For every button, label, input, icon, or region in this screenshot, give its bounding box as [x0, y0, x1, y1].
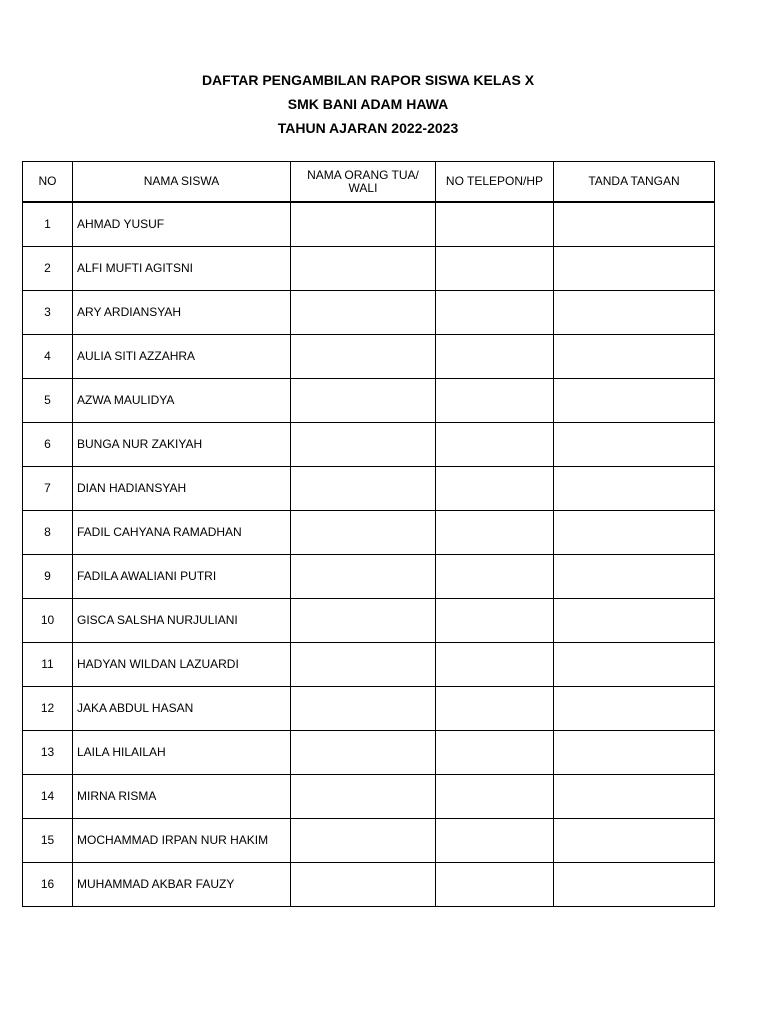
table-row [23, 863, 715, 907]
phone-cell [436, 202, 554, 247]
parent-name-cell [291, 423, 436, 467]
row-number: 5 [23, 379, 73, 423]
student-name: AHMAD YUSUF [73, 202, 291, 247]
parent-name-cell [291, 863, 436, 907]
table-row [23, 819, 715, 863]
header-nama-siswa: NAMA SISWA [73, 162, 291, 203]
row-number: 11 [23, 643, 73, 687]
table-row [23, 467, 715, 511]
parent-name-cell [291, 819, 436, 863]
phone-cell [436, 511, 554, 555]
signature-cell [554, 775, 715, 819]
phone-cell [436, 555, 554, 599]
table-body [23, 202, 715, 907]
parent-name-cell [291, 379, 436, 423]
header-nama-orang-tua: NAMA ORANG TUA/ WALI [291, 162, 436, 203]
table-row [23, 291, 715, 335]
header-no-telepon: NO TELEPON/HP [436, 162, 554, 203]
table-row [23, 775, 715, 819]
table-row [23, 379, 715, 423]
title-line-list: DAFTAR PENGAMBILAN RAPOR SISWA KELAS X [201, 72, 535, 88]
row-number: 13 [23, 731, 73, 775]
signature-cell [554, 202, 715, 247]
phone-cell [436, 863, 554, 907]
table-row [23, 423, 715, 467]
document-title [0, 68, 736, 140]
header-row [23, 162, 715, 203]
row-number: 1 [23, 202, 73, 247]
student-report-table [22, 161, 715, 907]
signature-cell [554, 819, 715, 863]
row-number: 6 [23, 423, 73, 467]
student-name: LAILA HILAILAH [73, 731, 291, 775]
signature-cell [554, 247, 715, 291]
row-number: 10 [23, 599, 73, 643]
table-row [23, 731, 715, 775]
phone-cell [436, 423, 554, 467]
student-name: HADYAN WILDAN LAZUARDI [73, 643, 291, 687]
signature-cell [554, 599, 715, 643]
row-number: 12 [23, 687, 73, 731]
table-row [23, 202, 715, 247]
signature-cell [554, 863, 715, 907]
table-row [23, 643, 715, 687]
row-number: 3 [23, 291, 73, 335]
signature-cell [554, 731, 715, 775]
phone-cell [436, 335, 554, 379]
parent-name-cell [291, 291, 436, 335]
parent-name-cell [291, 687, 436, 731]
table-row [23, 599, 715, 643]
signature-cell [554, 467, 715, 511]
signature-cell [554, 687, 715, 731]
student-name: JAKA ABDUL HASAN [73, 687, 291, 731]
signature-cell [554, 335, 715, 379]
row-number: 14 [23, 775, 73, 819]
parent-name-cell [291, 555, 436, 599]
row-number: 7 [23, 467, 73, 511]
row-number: 9 [23, 555, 73, 599]
phone-cell [436, 467, 554, 511]
parent-name-cell [291, 247, 436, 291]
row-number: 16 [23, 863, 73, 907]
student-name: MIRNA RISMA [73, 775, 291, 819]
header-tanda-tangan: TANDA TANGAN [554, 162, 715, 203]
student-name: AZWA MAULIDYA [73, 379, 291, 423]
signature-cell [554, 555, 715, 599]
parent-name-cell [291, 467, 436, 511]
table-row [23, 247, 715, 291]
student-name: GISCA SALSHA NURJULIANI [73, 599, 291, 643]
table-row [23, 555, 715, 599]
parent-name-cell [291, 335, 436, 379]
student-name: FADIL CAHYANA RAMADHAN [73, 511, 291, 555]
student-name: FADILA AWALIANI PUTRI [73, 555, 291, 599]
parent-name-cell [291, 731, 436, 775]
parent-name-cell [291, 643, 436, 687]
student-name: BUNGA NUR ZAKIYAH [73, 423, 291, 467]
table-row [23, 511, 715, 555]
parent-name-cell [291, 202, 436, 247]
row-number: 8 [23, 511, 73, 555]
student-name: ARY ARDIANSYAH [73, 291, 291, 335]
phone-cell [436, 731, 554, 775]
table-row [23, 335, 715, 379]
parent-name-cell [291, 775, 436, 819]
signature-cell [554, 511, 715, 555]
row-number: 15 [23, 819, 73, 863]
phone-cell [436, 687, 554, 731]
phone-cell [436, 819, 554, 863]
student-name: MUHAMMAD AKBAR FAUZY [73, 863, 291, 907]
student-name: AULIA SITI AZZAHRA [73, 335, 291, 379]
header-no: NO [23, 162, 73, 203]
student-name: ALFI MUFTI AGITSNI [73, 247, 291, 291]
phone-cell [436, 643, 554, 687]
title-line-year: TAHUN AJARAN 2022-2023 [277, 120, 459, 136]
table-header [23, 162, 715, 203]
row-number: 2 [23, 247, 73, 291]
parent-name-cell [291, 599, 436, 643]
phone-cell [436, 247, 554, 291]
parent-name-cell [291, 511, 436, 555]
signature-cell [554, 291, 715, 335]
student-name: MOCHAMMAD IRPAN NUR HAKIM [73, 819, 291, 863]
row-number: 4 [23, 335, 73, 379]
phone-cell [436, 379, 554, 423]
signature-cell [554, 379, 715, 423]
title-line-school: SMK BANI ADAM HAWA [287, 96, 449, 112]
signature-cell [554, 643, 715, 687]
phone-cell [436, 291, 554, 335]
signature-cell [554, 423, 715, 467]
student-name: DIAN HADIANSYAH [73, 467, 291, 511]
phone-cell [436, 599, 554, 643]
table-row [23, 687, 715, 731]
phone-cell [436, 775, 554, 819]
